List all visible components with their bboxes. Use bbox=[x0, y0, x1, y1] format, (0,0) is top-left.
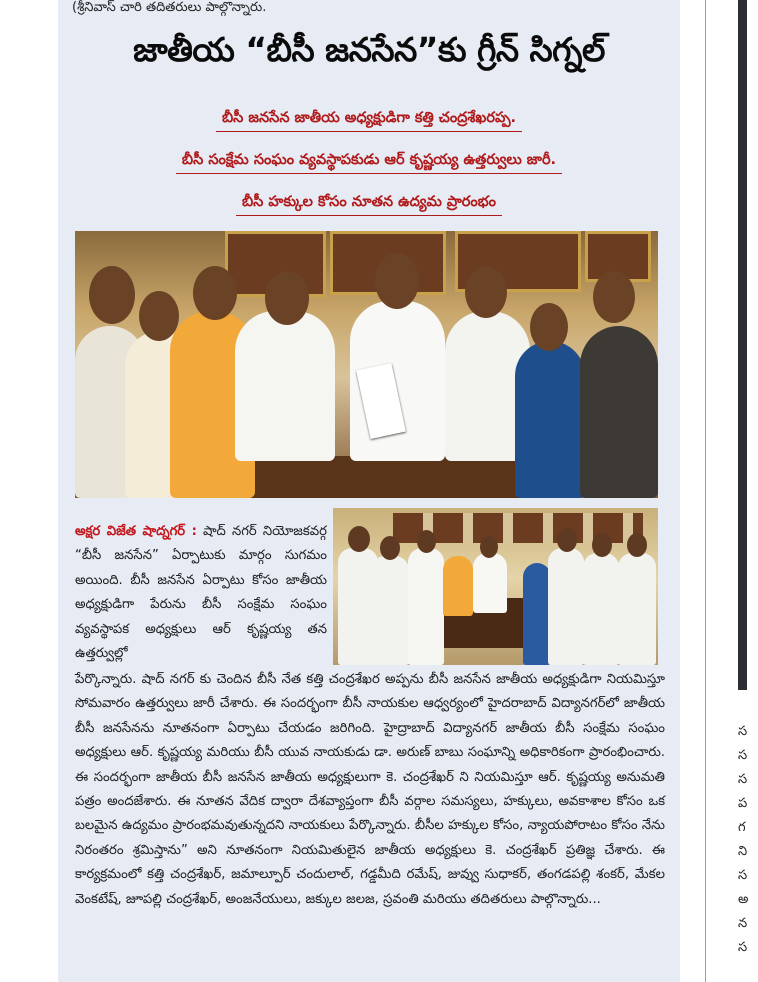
dateline: అక్షర విజేత షాద్నగర్ : bbox=[75, 524, 197, 539]
fragment: స bbox=[738, 772, 748, 787]
person-head bbox=[530, 303, 568, 351]
person bbox=[408, 548, 444, 665]
previous-article-snippet: (శ్రీనివాస్ చారి తదితరులు పాల్గొన్నారు. bbox=[72, 0, 267, 15]
fragment: న bbox=[738, 916, 748, 931]
subhead-1 bbox=[64, 107, 674, 132]
headline: జాతీయ “బీసీ జనసేన”కు గ్రీన్ సిగ్నల్ bbox=[133, 30, 605, 69]
adjacent-text-fragments bbox=[738, 720, 758, 960]
subhead-2-text: బీసీ సంక్షేమ సంఘం వ్యవస్థాపకుడు ఆర్ కృష్ణయ్య ఉత్తర్వులు జారీ. bbox=[176, 149, 562, 174]
fragment: స bbox=[738, 940, 748, 955]
fragment: అ bbox=[738, 892, 749, 907]
person-head bbox=[557, 528, 577, 552]
person bbox=[583, 553, 619, 665]
person bbox=[548, 548, 584, 665]
fragment: ని bbox=[738, 844, 748, 859]
person bbox=[580, 326, 658, 498]
fragment: స bbox=[738, 748, 748, 763]
person bbox=[443, 556, 473, 616]
subhead-3 bbox=[64, 191, 674, 216]
fragment: ప bbox=[738, 796, 748, 811]
subhead-2 bbox=[64, 149, 674, 174]
subhead-1-text: బీసీ జనసేన జాతీయ అధ్యక్షుడిగా కత్తి చంద్రశేఖరప్ప. bbox=[216, 107, 522, 132]
person bbox=[371, 556, 409, 665]
person-head bbox=[627, 533, 647, 557]
main-photo bbox=[75, 231, 658, 498]
person bbox=[618, 553, 656, 665]
adjacent-column bbox=[700, 0, 747, 982]
person-head bbox=[480, 536, 498, 558]
person-head bbox=[89, 266, 135, 324]
person-head bbox=[375, 253, 419, 309]
person bbox=[235, 311, 335, 461]
secondary-photo bbox=[333, 508, 658, 665]
fragment: గ bbox=[738, 820, 746, 835]
fragment: స bbox=[738, 868, 748, 883]
subhead-3-text: బీసీ హక్కుల కోసం నూతన ఉద్యమ ప్రారంభం bbox=[236, 191, 502, 216]
person-head bbox=[193, 266, 237, 320]
person bbox=[523, 563, 551, 665]
article-body-column bbox=[75, 520, 327, 666]
person bbox=[473, 553, 507, 613]
person-head bbox=[592, 533, 612, 557]
person-head bbox=[593, 271, 635, 323]
person bbox=[515, 341, 585, 498]
person-head bbox=[348, 526, 370, 552]
person-head bbox=[265, 271, 309, 325]
adjacent-photo-edge bbox=[738, 0, 747, 690]
column-divider bbox=[705, 0, 706, 982]
fragment: స bbox=[738, 724, 748, 739]
person-head bbox=[465, 266, 507, 318]
article-body-full: పేర్కొన్నారు. షాద్ నగర్ కు చెందిన బీసీ నేత కత్తి చంద్రశేఖర అప్పను బీసీ జనసేన జాతీయ అధ్యక్షుడిగా నియమిస్తూ సోమవారం ఉత్తర్వులు జారీ చేశారు. ఈ సందర్భంగా బీసీ నాయకుల ఆధ్వర్యంలో హైదరాబాద్ విద్యానగర్‌లో జాతీయ బీసీ జనసేనను నూతనంగా ఏర్పాటు చేయడం జరిగింది. హైద్రాబాద్ విద్యానగర్ జాతీయ బీసీ సంక్షేమ సంఘం అధ్యక్షులు ఆర్. కృష్ణయ్య మరియు బీసీ యువ నాయకుడు డా. అరుణ్ బాబు సంఘాన్ని అధికారికంగా ప్రారంభించారు. ఈ సందర్భంగా జాతీయ బీసీ జనసేన జాతీయ అధ్యక్షులుగా కె. చంద్రశేఖర్ ని నియమిస్తూ ఆర్. కృష్ణయ్య అనుమతి పత్రం అందజేశారు. ఈ నూతన వేదిక ద్వారా దేశవ్యాప్తంగా బీసీ వర్గాల సమస్యలు, హక్కులు, అవకాశాల కోసం ఒక బలమైన ఉద్యమం ప్రారంభమవుతున్నదని నాయకులు పేర్కొన్నారు. బీసీల హక్కుల కోసం, న్యాయపోరాటం కోసం నేను నిరంతరం శ్రమిస్తాను” అని నూతనంగా నియమితులైన జాతీయ అధ్యక్షులు కె. చంద్రశేఖర్ ప్రతిజ్ఞ చేశారు. ఈ కార్యక్రమంలో కత్తి చంద్రశేఖర్, జమాల్పూర్ చందులాల్, గడ్డమీది రమేష్, జువ్వు సుధాకర్, తంగడపల్లి శంకర్, మేకల వెంకటేష్, జూపల్లి చంద్రశేఖర్, అంజనేయులు, జక్కుల జలజ, స్రవంతి మరియు తదితరులు పాల్గొన్నారు... bbox=[75, 672, 665, 907]
person-head bbox=[417, 530, 436, 553]
person-head bbox=[380, 536, 400, 560]
article-text-intro: షాద్ నగర్ నియోజకవర్గ “బీసీ జనసేన” ఏర్పాటుకు మార్గం సుగమం అయింది. బీసీ జనసేన ఏర్పాటు కోసం జాతీయ అధ్యక్షుడిగా పేరును బీసీ సంక్షేమ సంఘం వ్యవస్థాపక అధ్యక్షులు ఆర్ కృష్ణయ్య తన ఉత్తర్వుల్లో bbox=[75, 524, 327, 662]
